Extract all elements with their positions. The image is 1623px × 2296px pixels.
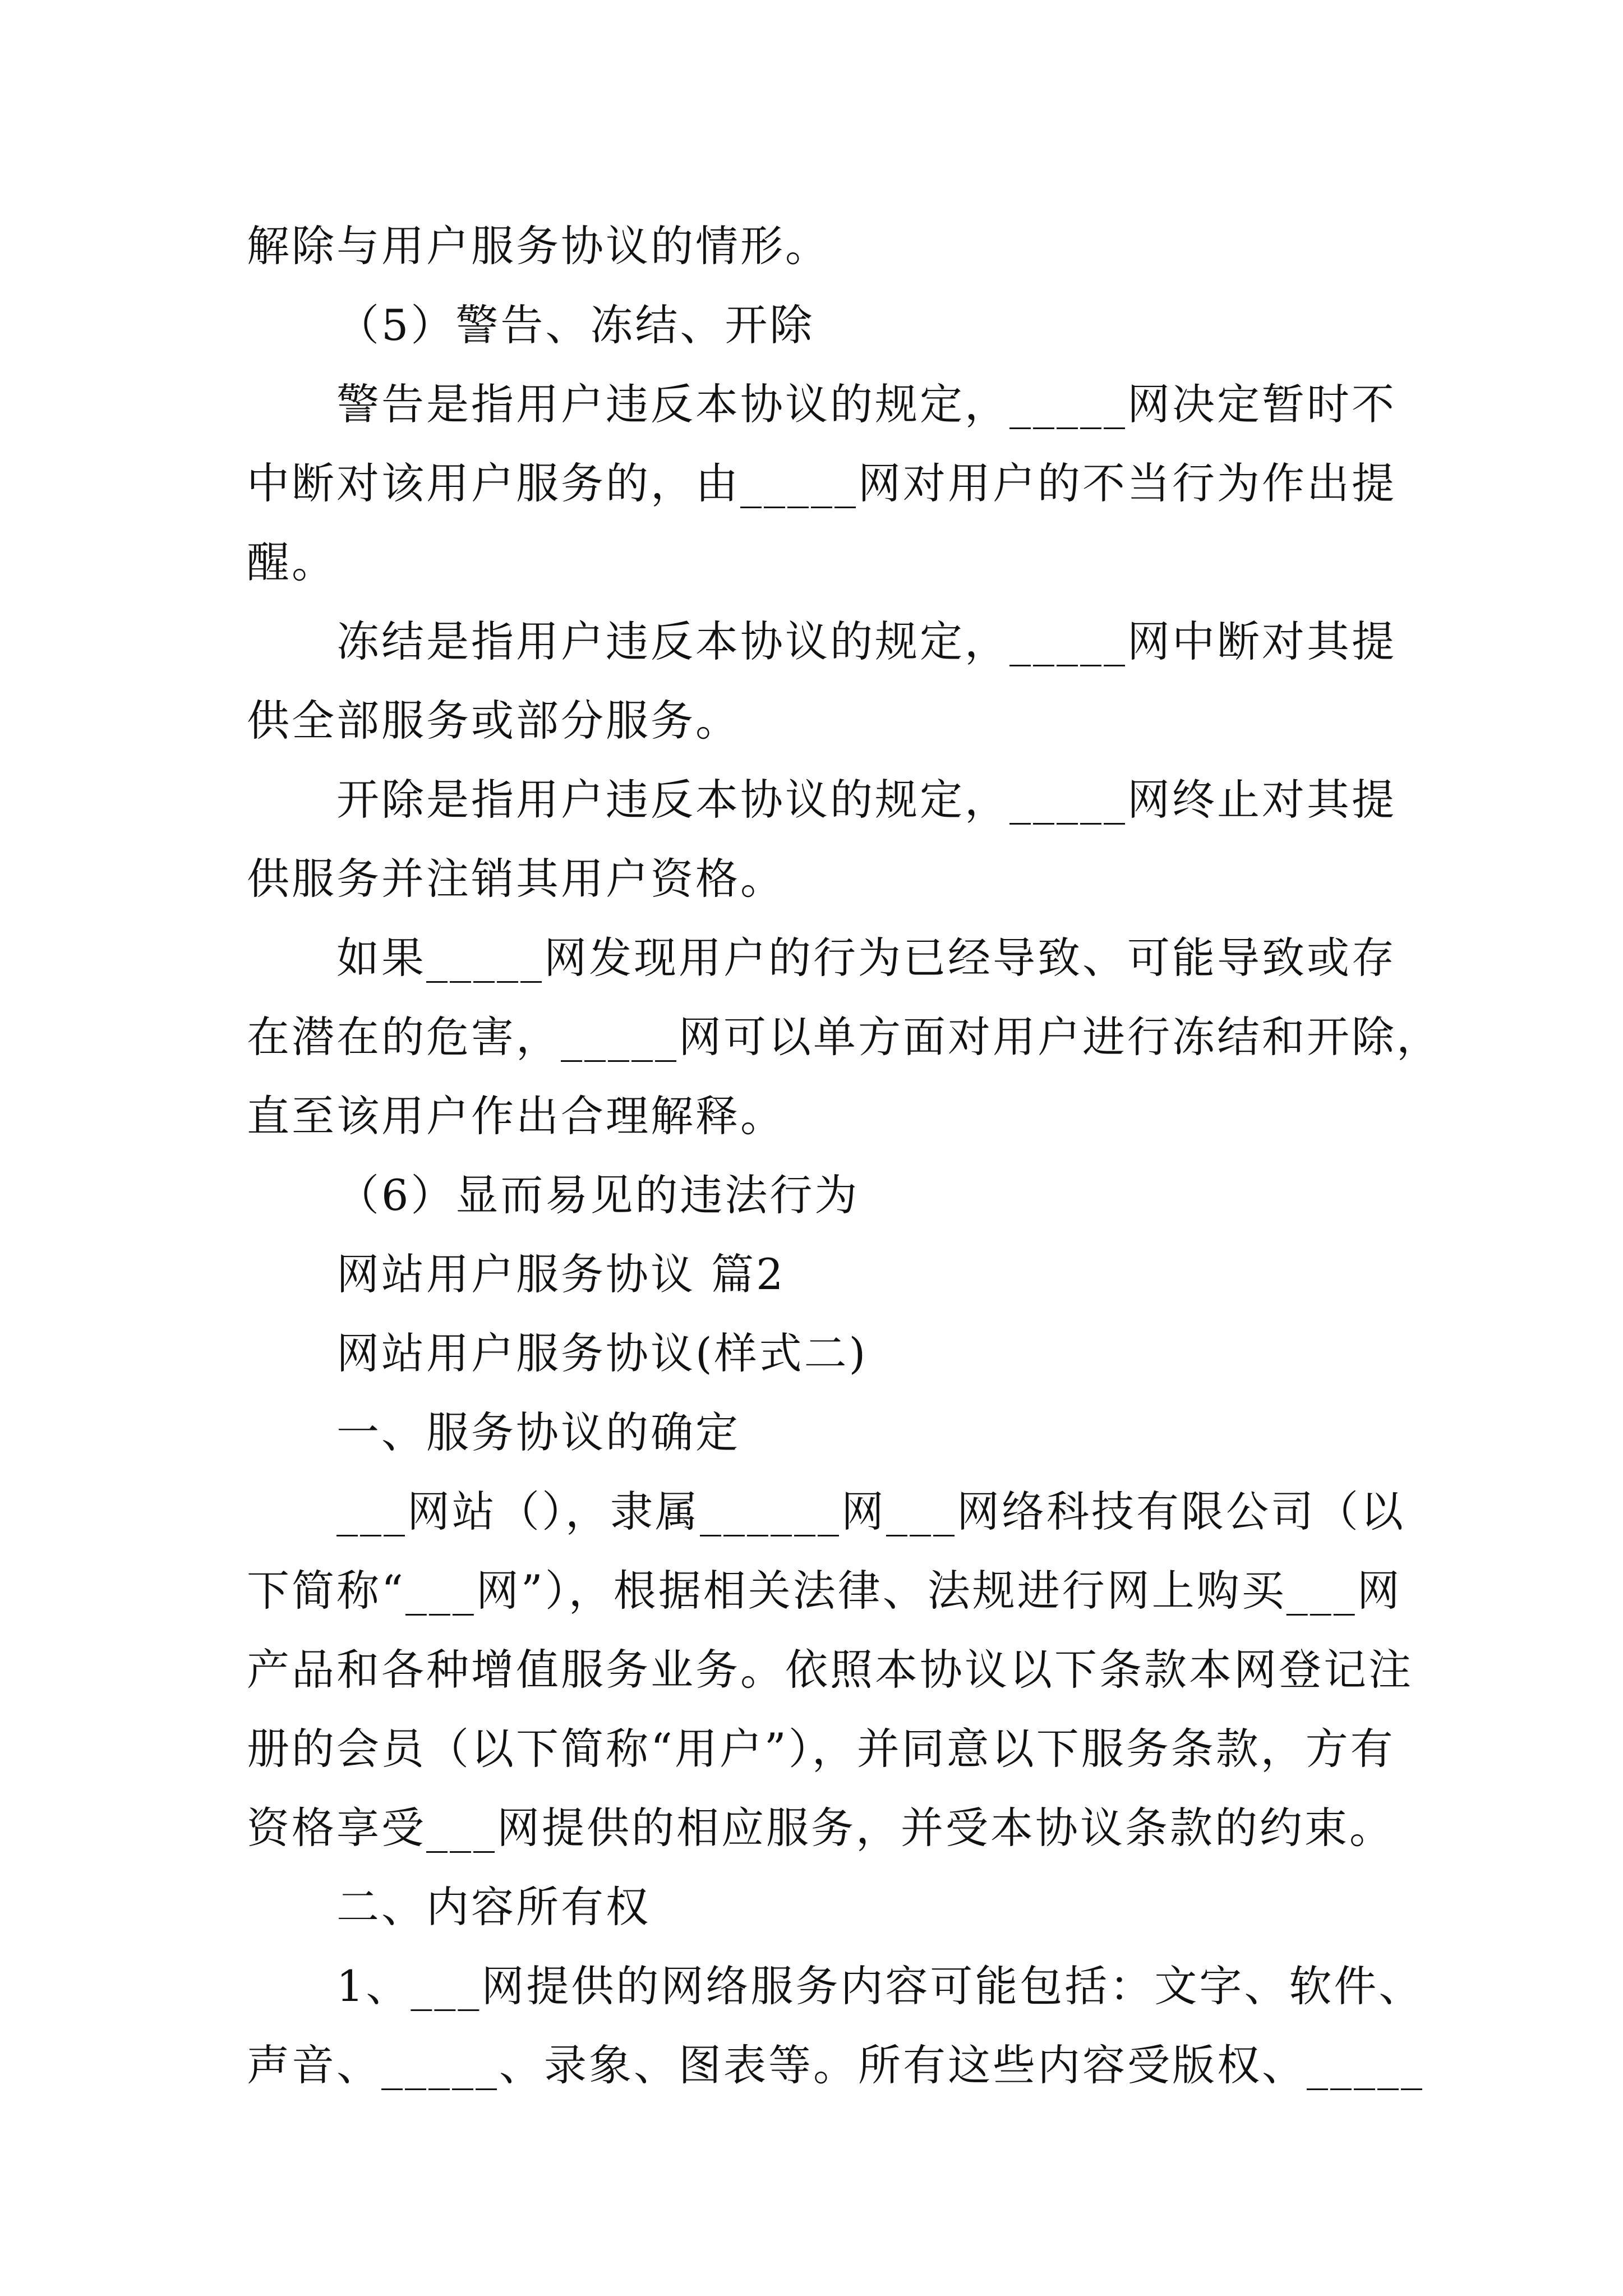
text-line: 网站用户服务协议 篇2 xyxy=(336,1249,786,1299)
document-body xyxy=(247,206,1441,2105)
heading-section-2 xyxy=(247,1867,1391,1947)
text-line: 1、___网提供的网络服务内容可能包括：文字、软件、 xyxy=(336,1961,1424,2011)
text-line: 一、服务协议的确定 xyxy=(336,1407,740,1457)
paragraph-content-ownership xyxy=(247,1947,1424,2105)
text-line: （6）显而易见的违法行为 xyxy=(336,1170,860,1220)
heading-obvious-illegal-acts xyxy=(247,1156,1391,1235)
text-line: （5）警告、冻结、开除 xyxy=(336,300,815,350)
heading-warning-freeze-expel xyxy=(247,286,1391,365)
text-line: 直至该用户作出合理解释。 xyxy=(247,1091,785,1141)
paragraph-unilateral-action xyxy=(247,918,1441,1156)
text-line: 冻结是指用户违反本协议的规定，_____网中断对其提 xyxy=(336,616,1396,666)
paragraph-freeze-definition xyxy=(247,602,1396,760)
text-line: 在潜在的危害，_____网可以单方面对用户进行冻结和开除， xyxy=(247,1012,1441,1062)
text-line: 资格享受___网提供的相应服务，并受本协议条款的约束。 xyxy=(247,1803,1394,1853)
heading-agreement-part-2 xyxy=(247,1235,1391,1314)
text-line: 声音、_____、录象、图表等。所有这些内容受版权、_____ xyxy=(247,2040,1424,2090)
text-line: 产品和各种增值服务业务。依照本协议以下条款本网登记注 xyxy=(247,1645,1413,1695)
text-line: 开除是指用户违反本协议的规定，_____网终止对其提 xyxy=(336,775,1396,825)
text-line: 醒。 xyxy=(247,537,336,587)
text-line: 册的会员（以下简称“用户”），并同意以下服务条款，方有 xyxy=(247,1724,1395,1774)
text-line: ___网站（），隶属______网___网络科技有限公司（以 xyxy=(336,1487,1405,1536)
paragraph-warning-definition xyxy=(247,365,1396,602)
paragraph-agreement-confirmation xyxy=(247,1472,1413,1867)
text-line: 二、内容所有权 xyxy=(336,1882,651,1932)
text-line: 如果_____网发现用户的行为已经导致、可能导致或存 xyxy=(336,933,1396,983)
text-line: 供服务并注销其用户资格。 xyxy=(247,854,785,904)
text-line: 中断对该用户服务的，由_____网对用户的不当行为作出提 xyxy=(247,458,1396,508)
heading-section-1 xyxy=(247,1393,1391,1472)
text-line: 供全部服务或部分服务。 xyxy=(247,696,740,746)
text-line: 警告是指用户违反本协议的规定，_____网决定暂时不 xyxy=(336,379,1396,429)
text-line: 解除与用户服务协议的情形。 xyxy=(247,221,830,271)
text-line: 网站用户服务协议(样式二) xyxy=(336,1328,868,1378)
text-line: 下简称“___网”），根据相关法律、法规进行网上购买___网 xyxy=(247,1566,1402,1616)
paragraph-expel-definition xyxy=(247,760,1396,918)
paragraph-termination-situations xyxy=(247,206,1391,286)
heading-agreement-style-2 xyxy=(247,1314,1391,1393)
